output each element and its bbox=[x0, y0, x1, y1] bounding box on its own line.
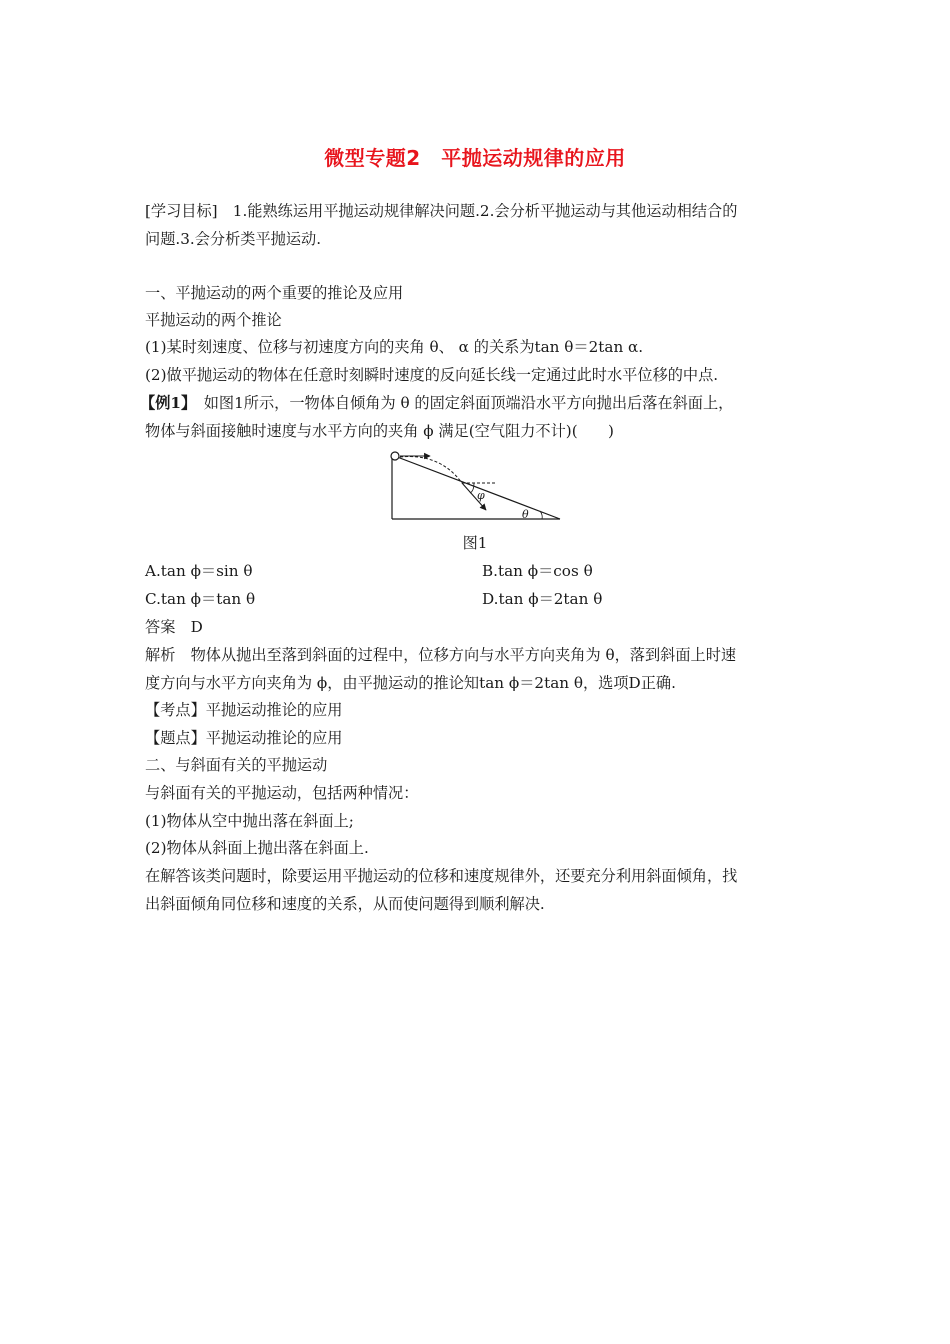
option-c: C.tan ϕ＝tan θ bbox=[145, 590, 256, 608]
learning-goals-line-2: 问题.3.会分析类平抛运动. bbox=[145, 230, 322, 248]
phi-label: φ bbox=[477, 489, 485, 502]
analysis-line-1: 解析 物体从抛出至落到斜面的过程中，位移方向与水平方向夹角为 θ，落到斜面上时速 bbox=[145, 646, 737, 664]
section-1-subheading: 平抛运动的两个推论 bbox=[145, 311, 282, 329]
example-1-line-2: 物体与斜面接触时速度与水平方向的夹角 ϕ 满足(空气阻力不计)( ) bbox=[145, 422, 614, 440]
section-2-para-line-1: 在解答该类问题时，除要运用平抛运动的位移和速度规律外，还要充分利用斜面倾角，找 bbox=[145, 867, 738, 885]
tidian: 【题点】平抛运动推论的应用 bbox=[145, 729, 343, 747]
example-label: 【例1】 bbox=[140, 394, 189, 412]
incline-figure bbox=[380, 445, 570, 527]
page-title: 微型专题2 平抛运动规律的应用 bbox=[324, 146, 626, 170]
case-1: (1)物体从空中抛出落在斜面上; bbox=[145, 812, 354, 830]
example-1-line-1 bbox=[140, 393, 733, 413]
option-a: A.tan ϕ＝sin θ bbox=[145, 562, 253, 580]
inference-2: (2)做平抛运动的物体在任意时刻瞬时速度的反向延长线一定通过此时水平位移的中点. bbox=[145, 366, 719, 384]
figure-caption: 图1 bbox=[462, 534, 488, 552]
option-d: D.tan ϕ＝2tan θ bbox=[482, 590, 603, 608]
ball bbox=[391, 452, 399, 460]
analysis-line-2: 度方向与水平方向夹角为 ϕ，由平抛运动的推论知tan ϕ＝2tan θ，选项D正确. bbox=[145, 674, 676, 692]
section-2-heading: 二、与斜面有关的平抛运动 bbox=[145, 756, 328, 774]
kaodian: 【考点】平抛运动推论的应用 bbox=[145, 701, 343, 719]
option-b: B.tan ϕ＝cos θ bbox=[482, 562, 593, 580]
incline-triangle bbox=[392, 455, 560, 519]
section-2-intro: 与斜面有关的平抛运动，包括两种情况： bbox=[145, 784, 419, 802]
section-2-para-line-2: 出斜面倾角同位移和速度的关系，从而使问题得到顺利解决. bbox=[145, 895, 545, 913]
theta-label: θ bbox=[522, 508, 529, 521]
case-2: (2)物体从斜面上抛出落在斜面上. bbox=[145, 839, 369, 857]
section-1-heading: 一、平抛运动的两个重要的推论及应用 bbox=[145, 284, 404, 302]
inference-1: (1)某时刻速度、位移与初速度方向的夹角 θ、 α 的关系为tan θ＝2tan α. bbox=[145, 338, 644, 356]
answer: 答案 D bbox=[145, 618, 203, 636]
example-text: 如图1所示，一物体自倾角为 θ 的固定斜面顶端沿水平方向抛出后落在斜面上， bbox=[188, 394, 734, 412]
learning-goals-line-1: [学习目标] 1.能熟练运用平抛运动规律解决问题.2.会分析平抛运动与其他运动相结合的 bbox=[145, 202, 738, 220]
